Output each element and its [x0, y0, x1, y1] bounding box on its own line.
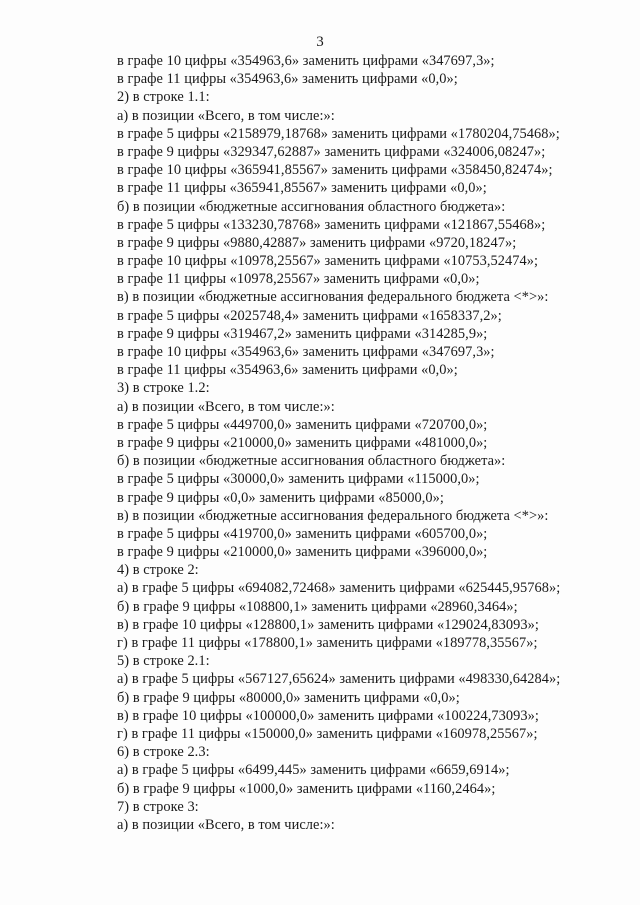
text-line: в) в графе 10 цифры «100000,0» заменить цифрами «100224,73093»;	[117, 707, 539, 724]
text-line: 5) в строке 2.1:	[117, 653, 210, 670]
text-line: б) в позиции «бюджетные ассигнования областного бюджета»:	[117, 453, 506, 470]
text-line: 2) в строке 1.1:	[117, 89, 210, 106]
text-line: в графе 5 цифры «30000,0» заменить цифрами «115000,0»;	[117, 471, 480, 488]
text-line: 3) в строке 1.2:	[117, 380, 210, 397]
text-line: в графе 9 цифры «329347,62887» заменить цифрами «324006,08247»;	[117, 143, 546, 160]
text-line: г) в графе 11 цифры «178800,1» заменить цифрами «189778,35567»;	[117, 635, 538, 651]
text-line: в графе 11 цифры «365941,85567» заменить цифрами «0,0»;	[117, 180, 487, 197]
text-line: в графе 5 цифры «419700,0» заменить цифрами «605700,0»;	[117, 525, 488, 542]
text-line: в графе 9 цифры «319467,2» заменить цифрами «314285,9»;	[117, 325, 488, 342]
text-line: а) в графе 5 цифры «694082,72468» заменить цифрами «625445,95768»;	[117, 580, 561, 597]
text-line: б) в позиции «бюджетные ассигнования областного бюджета»:	[117, 198, 506, 215]
text-line: в графе 11 цифры «354963,6» заменить цифрами «0,0»;	[117, 362, 458, 379]
document-body	[117, 52, 627, 834]
text-line: в) в позиции «бюджетные ассигнования федерального бюджета <*>»:	[117, 507, 549, 524]
text-line: в графе 10 цифры «354963,6» заменить цифрами «347697,3»;	[117, 344, 495, 360]
text-line: 4) в строке 2:	[117, 562, 199, 579]
text-line: в графе 9 цифры «9880,42887» заменить цифрами «9720,18247»;	[117, 234, 517, 251]
text-line: в графе 11 цифры «10978,25567» заменить цифрами «0,0»;	[117, 271, 480, 288]
text-line: 7) в строке 3:	[117, 798, 199, 815]
text-line: в графе 5 цифры «2025748,4» заменить цифрами «1658337,2»;	[117, 307, 502, 324]
text-line: б) в графе 9 цифры «1000,0» заменить цифрами «1160,2464»;	[117, 780, 496, 797]
text-line: в графе 5 цифры «2158979,18768» заменить цифрами «1780204,75468»;	[117, 125, 560, 142]
text-line: в графе 9 цифры «210000,0» заменить цифрами «396000,0»;	[117, 544, 488, 561]
text-line: б) в графе 9 цифры «80000,0» заменить цифрами «0,0»;	[117, 689, 460, 706]
text-line: в графе 9 цифры «210000,0» заменить цифрами «481000,0»;	[117, 434, 488, 451]
text-line: в графе 5 цифры «449700,0» заменить цифрами «720700,0»;	[117, 416, 488, 433]
text-line: в) в позиции «бюджетные ассигнования федерального бюджета <*>»:	[117, 289, 549, 306]
text-line: в графе 9 цифры «0,0» заменить цифрами «85000,0»;	[117, 489, 444, 506]
text-line: а) в позиции «Всего, в том числе:»:	[117, 816, 335, 833]
text-line: 6) в строке 2.3:	[117, 744, 210, 761]
text-line: б) в графе 9 цифры «108800,1» заменить цифрами «28960,3464»;	[117, 598, 518, 615]
text-line: а) в позиции «Всего, в том числе:»:	[117, 398, 335, 415]
text-line: а) в графе 5 цифры «567127,65624» заменить цифрами «498330,64284»;	[117, 671, 561, 688]
text-line: в) в графе 10 цифры «128800,1» заменить цифрами «129024,83093»;	[117, 616, 539, 633]
text-line: а) в позиции «Всего, в том числе:»:	[117, 107, 335, 124]
text-line: г) в графе 11 цифры «150000,0» заменить цифрами «160978,25567»;	[117, 725, 538, 742]
text-line: в графе 11 цифры «354963,6» заменить цифрами «0,0»;	[117, 71, 458, 88]
text-line: а) в графе 5 цифры «6499,445» заменить цифрами «6659,6914»;	[117, 762, 510, 779]
text-line: в графе 10 цифры «354963,6» заменить цифрами «347697,3»;	[117, 53, 495, 69]
text-line: в графе 10 цифры «10978,25567» заменить цифрами «10753,52474»;	[117, 253, 539, 270]
page-number: 3	[316, 34, 324, 50]
text-line: в графе 5 цифры «133230,78768» заменить цифрами «121867,55468»;	[117, 216, 546, 233]
text-line: в графе 10 цифры «365941,85567» заменить цифрами «358450,82474»;	[117, 162, 553, 179]
